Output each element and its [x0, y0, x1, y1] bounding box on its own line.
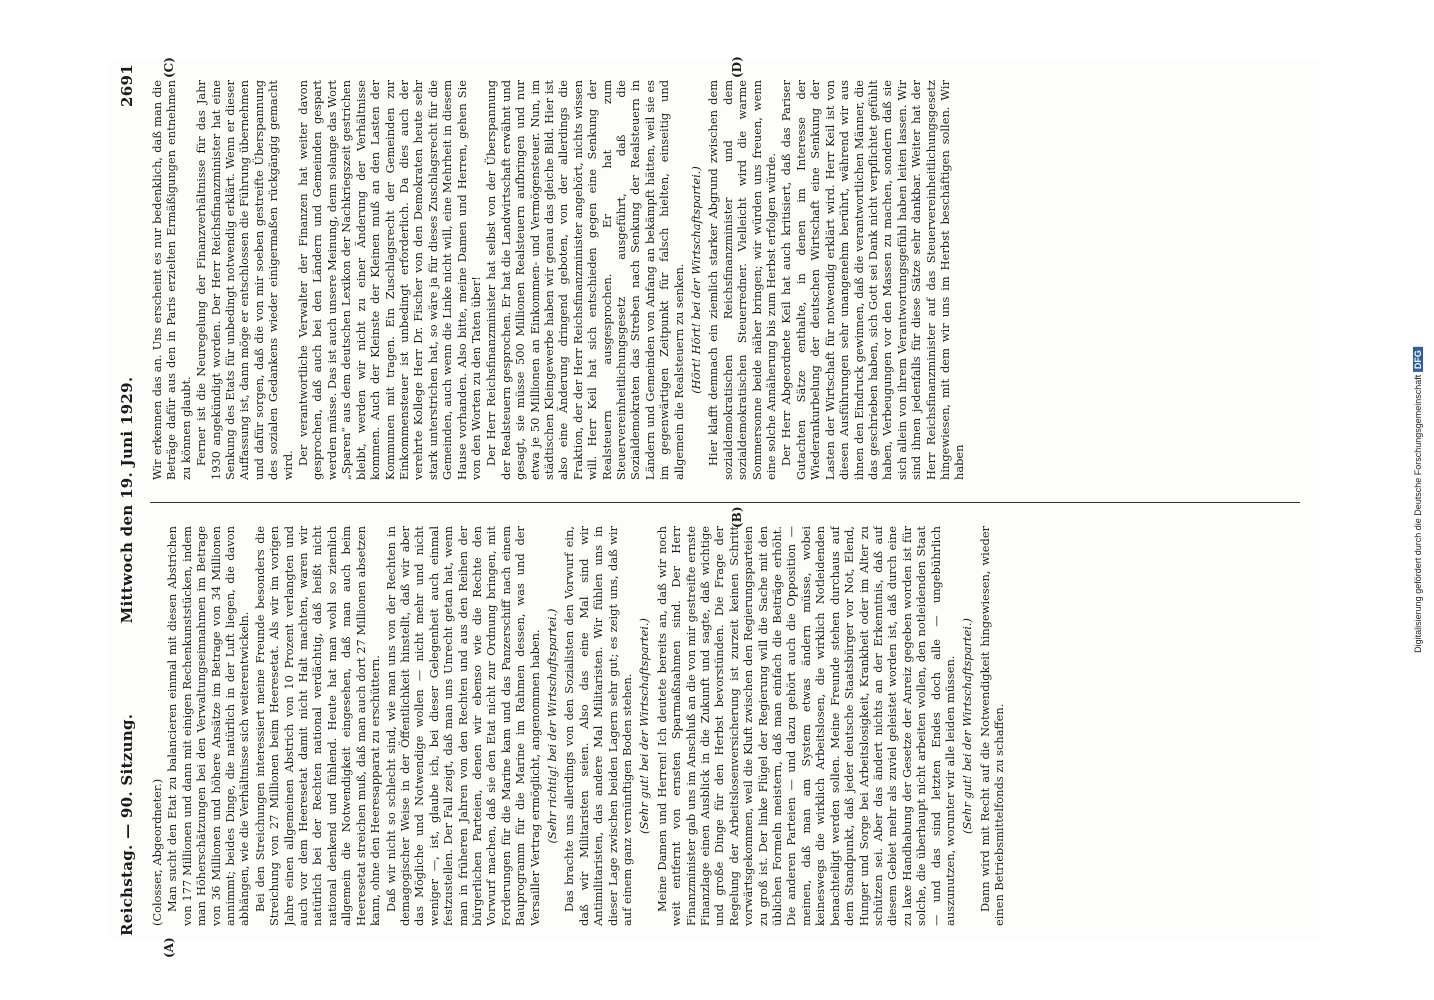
funding-text: Digitalisierung gefördert durch die Deutsche Forschungsgemeinschaft: [1413, 374, 1423, 653]
paragraph: Dann wird mit Recht auf die Notwendigkeit hingewiesen, wieder einen Betriebsmittelfonds zu schaffen.: [977, 526, 1007, 926]
paragraph: Das brachte uns allerdings von den Sozialisten den Vorwurf ein, daß wir Militaristen seien. Also das eine Mal sind wir Antimilitaristen, das andere Mal Militaristen. Wir fühlen uns in dieser Lage zwischen beiden Lagern sehr gut; es zeigt uns, daß wir auf einem ganz vernünftigen Boden stehen.: [562, 526, 634, 926]
paragraph: Der verantwortliche Verwalter der Finanzen hat weiter davon gesprochen, daß auch bei den Ländern und Gemeinden gespart werden müsse. Das ist auch unsere Meinung, denn solange das Wort „Sparen“ aus dem deutschen Lexikon der Nachkriegszeit gestrichen bleibt, werden wir nicht zu einer Änderung der Verhältnisse kommen. Auch der Kleinste der Kleinen muß an den Lasten der Kommunen mit tragen. Ein Zuschlagsrecht der Gemeinden zur Einkommensteuer ist unbedingt erforderlich. Da dies auch der verehrte Kollege Herr Dr. Fischer von den Demokraten heute sehr stark unterstrichen hat, so wäre ja für dieses Zuschlagsrecht für die Gemeinden, auch wenn die Linke nicht will, eine Mehrheit in diesem Hause vorhanden. Also bitte, meine Damen und Herren, gehen Sie von den Worten zu den Taten über!: [296, 80, 483, 480]
interjection: (Sehr gut! bei der Wirtschaftspartei.): [637, 618, 652, 834]
funding-note: [1413, 347, 1423, 653]
paragraph: Bei den Streichungen interessiert meine Freunde besonders die Streichung von 27 Millionen beim Heeresetat. Als wir im vorigen Jahre einen allgemeinen Abstrich von 10 Prozent verlangten und auch vor dem Heeresetat damit nicht Halt machten, waren wir natürlich bei der Rechten national verdächtig, daß heißt nicht national denkend und fühlend. Heute hat man wohl so ziemlich allgemein die Notwendigkeit eingesehen, daß man auch beim Heeresetat streichen muß, daß man auch dort 27 Millionen absetzen kann, ohne den Heeresapparat zu erschüttern.: [252, 526, 383, 926]
header-date: Mittwoch den 19. Juni 1929.: [118, 376, 136, 624]
header-session: Reichstag. — 90. Sitzung.: [118, 713, 136, 936]
interjection: (Sehr gut! bei der Wirtschaftspartei.): [960, 618, 975, 834]
paragraph: Meine Damen und Herren! Ich deutete bereits an, daß wir noch weit entfernt von ernsten Sparmaßnahmen sind. Der Herr Finanzminister gab uns im Anschluß an die von mir gestreifte ernste Finanzlage einen Ausblick in die Zukunft und sagte, daß wichtige und große Dinge für den Herbst bevorstünden. Die Frage der Regelung der Arbeitslosenversicherung ist zurzeit keinen Schritt vorwärtsgekommen, weil die Kluft zwischen den Regierungsparteien zu groß ist. Der linke Flügel der Regierung will die Sache mit den üblichen Formeln meistern, daß man einfach die Beiträge erhöht. Die anderen Parteien — und dazu gehört auch die Opposition — meinen, daß man am System etwas ändern müsse, wobei keineswegs die wirklich Arbeitslosen, die wirklich Notleidenden benachteiligt werden sollen. Meine Freunde stehen durchaus auf dem Standpunkt, daß jeder deutsche Staatsbürger vor Not, Elend, Hunger und Sorge bei Arbeitslosigkeit, Krankheit oder im Alter zu schützen sei. Aber das ändert nichts an der Erkenntnis, daß auf diesem Gebiet mehr als zuviel geleistet worden ist, daß durch eine zu laxe Handhabung der Gesetze der Anreiz gegeben worden ist für solche, die überhaupt nicht arbeiten wollen, den notleidenden Staat — und das sind letzten Endes doch alle — ungebührlich auszunutzen, worunter wir alle leiden müssen.: [654, 526, 957, 926]
paragraph: Ferner ist die Neuregelung der Finanzverhältnisse für das Jahr 1930 angekündigt worden. Der Herr Reichsfinanzminister hat eine Senkung des Etats für unbedingt notwendig erklärt. Wenn er dieser Auffassung ist, dann möge er entschlossen die Führung übernehmen und dafür sorgen, daß die von mir soeben gestreifte Überspannung des sozialen Gedankens wieder einigermaßen rückgängig gemacht wird.: [194, 80, 295, 480]
margin-marker-a: (A): [162, 937, 176, 958]
column-divider: [150, 502, 1300, 503]
paragraph: Der Herr Abgeordnete Keil hat auch kritisiert, daß das Pariser Gutachten Sätze enthalte, in denen im Interesse der Wiederankurbelung der deutschen Wirtschaft eine Senkung der Lasten der Wirtschaft für notwendig erklärt wird. Herr Keil ist von diesen Ausführungen sehr unangenehm berührt, während wir aus ihnen den Eindruck gewinnen, daß die verantwortlichen Männer, die das geschrieben haben, sich Gott sei Dank nicht verpflichtet gefühlt haben, Verbeugungen vor den Massen zu machen, sondern daß sie sich allein von ihrem Verantwortungsgefühl haben leiten lassen. Wir sind ihnen jedenfalls für diese Sätze sehr dankbar. Weiter hat der Herr Reichsfinanzminister auf das Steuervereinheitlichungsgesetz hingewiesen, mit dem wir uns im Herbst beschäftigen sollen. Wir haben: [779, 80, 967, 480]
left-column: [150, 526, 1310, 926]
paragraph: Man sucht den Etat zu balancieren einmal mit diesen Abstrichen von 177 Millionen und dann mit einigen Rechenkunststücken, indem man Höherschätzungen bei den Verwaltungseinnahmen im Betrage von 36 Millionen und höhere Ansätze im Betrage von 34 Millionen annimmt; beides Dinge, die natürlich in der Luft liegen, die davon abhängen, wie die Verhältnisse sich weiterentwickeln.: [165, 526, 252, 926]
paragraph: Daß wir nicht so schlecht sind, wie man uns von der Rechten in demagogischer Weise in der Öffentlichkeit hinstellt, daß wir aber das Mögliche und Notwendige wollen — nicht mehr und nicht weniger —, ist, glaube ich, bei dieser Gelegenheit auch einmal festzustellen. Der Fall zeigt, daß man uns Unrecht getan hat, wenn man in früheren Jahren von den Rechten und aus den Reihen der bürgerlichen Parteien, denen wir ebenso wie die Rechte den Vorwurf machen, daß sie den Etat nicht zur Ordnung bringen, mit Forderungen für die Marine kam und das Panzerschiff nach einem Bauprogramm für die Marine im Rahmen dessen, was und der Versailler Vertrag ermöglicht, angenommen haben.: [383, 526, 542, 926]
margin-marker-c: (C): [162, 57, 176, 78]
paragraph: Hier klafft demnach ein ziemlich starker Abgrund zwischen dem sozialdemokratischen Reichsfinanzminister und dem sozialdemokratischen Steuerredner. Vielleicht wird die warme Sommersonne beide näher bringen; wir würden uns freuen, wenn eine solche Annäherung bis zum Herbst erfolgen würde.: [706, 80, 779, 480]
dfg-logo: DFG: [1413, 347, 1423, 372]
paragraph: Der Herr Reichsfinanzminister hat selbst von der Überspannung der Realsteuern gesprochen. Er hat die Landwirtschaft erwähnt und gesagt, sie müsse 500 Millionen Realsteuern aufbringen und nur etwa je 50 Millionen an Einkommen- und Vermögensteuer. Nun, im städtischen Kleingewerbe haben wir genau das gleiche Bild. Hier ist also eine Änderung dringend geboten, von der allerdings die Fraktion, der der Herr Reichsfinanzminister angehört, nichts wissen will. Herr Keil hat sich entschieden gegen eine Senkung der Realsteuern ausgesprochen. Er hat zum Steuervereinheitlichungsgesetz ausgeführt, daß die Sozialdemokraten das Streben nach Senkung der Realsteuern in Ländern und Gemeinden von Anfang an bekämpft hätten, weil sie es im gegenwärtigen Zeitpunkt für falsch hielten, einseitig und allgemein die Realsteuern zu senken.: [484, 80, 686, 480]
margin-marker-b: (B): [730, 506, 744, 528]
right-column: [150, 80, 1310, 480]
interjection: (Sehr richtig! bei der Wirtschaftspartei.): [544, 608, 559, 844]
page-number: 2691: [118, 64, 136, 107]
paragraph: Wir erkennen das an. Uns erscheint es nur bedenklich, daß man die Beträge dafür aus den in Paris erzielten Ermäßigungen entnehmen zu können glaubt.: [150, 80, 193, 480]
rotated-newspaper-page: [110, 56, 1320, 958]
page-header: [110, 60, 144, 940]
interjection: (Hört! Hört! bei der Wirtschaftspartei.): [689, 166, 704, 394]
speaker-name: (Colosser, Abgeordneter.): [150, 778, 164, 926]
margin-marker-d: (D): [730, 56, 744, 78]
